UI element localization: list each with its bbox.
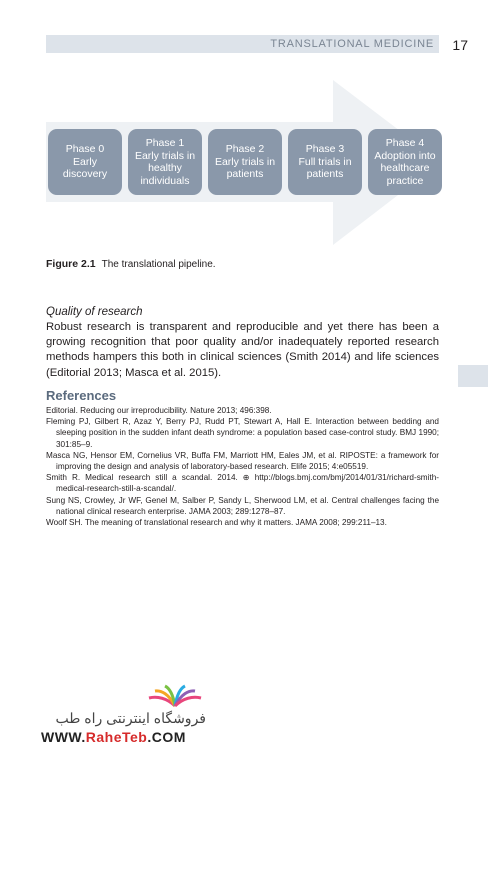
- reference-item: Masca NG, Hensor EM, Cornelius VR, Buffa FM, Marriott HM, Eales JM, et al. RIPOSTE: a framework for improving the design and analysis of laboratory-based research. Elife 2015; 4:e05519.: [46, 450, 439, 472]
- references-list: [46, 405, 439, 528]
- phase-4-box: [368, 129, 442, 195]
- page-number: 17: [452, 37, 468, 53]
- references-heading: References: [46, 388, 117, 403]
- reference-item: Woolf SH. The meaning of translational research and why it matters. JAMA 2008; 299:211–13.: [46, 518, 387, 528]
- watermark-url-prefix: WWW.: [41, 729, 86, 745]
- reference-item: Smith R. Medical research still a scandal. 2014. ⊕ http://blogs.bmj.com/bmj/2014/01/31/richard-smith-medical-research-still-a-scandal/.: [46, 473, 439, 494]
- phase-0-box: [48, 129, 122, 195]
- watermark-url-accent: RaheTeb: [85, 729, 148, 745]
- chapter-side-tab: [458, 365, 488, 387]
- phase-4-label: Phase 4 Adoption into healthcare practice: [374, 137, 436, 187]
- section-heading: Quality of research: [46, 306, 143, 318]
- running-header-title: TRANSLATIONAL MEDICINE: [270, 38, 434, 50]
- section-body-paragraph: Robust research is transparent and reproducible and yet there has been a growing recognition that poor quality and/or inadequately reported research methods hampers this both in clinical sciences (Smith 2014) and life sciences (Editorial 2013; Masca et al. 2015).: [46, 321, 439, 379]
- book-logo-icon: [147, 684, 203, 708]
- figure-label: Figure 2.1: [46, 258, 96, 270]
- phase-2-label: Phase 2 Early trials in patients: [214, 143, 276, 181]
- figure-caption: [46, 258, 216, 270]
- figure-caption-text: The translational pipeline.: [101, 259, 216, 270]
- phase-3-label: Phase 3 Full trials in patients: [298, 143, 352, 181]
- watermark-url: [41, 729, 186, 745]
- reference-item: Sung NS, Crowley, Jr WF, Genel M, Salber P, Sandy L, Sherwood LM, et al. Central challenges facing the national clinical research enterprise. JAMA 2003; 289:1278–87.: [46, 495, 439, 516]
- reference-item: Fleming PJ, Gilbert R, Azaz Y, Berry PJ, Rudd PT, Stewart A, Hall E. Interaction between bedding and sleeping position in the sudden infant death syndrome: a population based case-control study. BMJ 1990; 301:85–9.: [46, 417, 439, 449]
- reference-item: Editorial. Reducing our irreproducibility. Nature 2013; 496:398.: [46, 406, 272, 415]
- phase-3-box: [288, 129, 362, 195]
- phase-0-label: Phase 0 Early discovery: [62, 143, 108, 181]
- watermark-persian-text: فروشگاه اینترنتی راه طب: [55, 710, 206, 726]
- phase-1-box: [128, 129, 202, 195]
- translational-pipeline-figure: [46, 80, 441, 245]
- phase-2-box: [208, 129, 282, 195]
- watermark-url-suffix: .COM: [147, 729, 186, 745]
- phase-1-label: Phase 1 Early trials in healthy individuals: [134, 137, 196, 187]
